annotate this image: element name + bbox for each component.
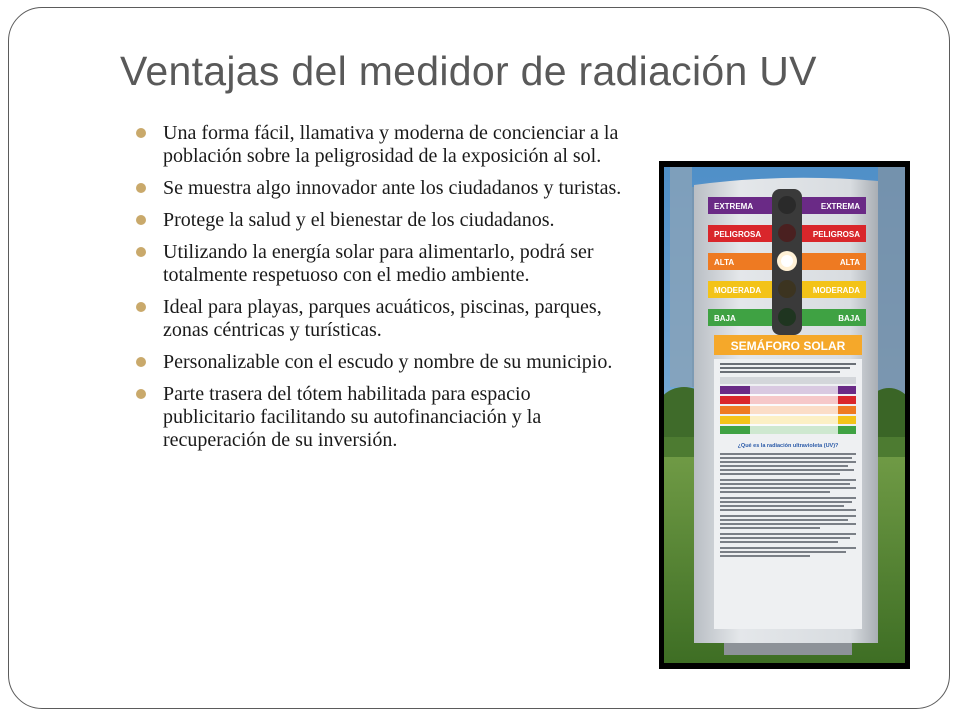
building-right — [878, 167, 905, 397]
uv-totem-illustration — [664, 167, 905, 663]
bullet-item — [134, 122, 624, 168]
bullet-item — [134, 383, 624, 452]
info-text-lines — [720, 363, 856, 373]
level-label-right: MODERADA — [812, 286, 860, 295]
level-label-left: BAJA — [714, 314, 736, 323]
bullet-text: Una forma fácil, llamativa y moderna de concienciar a la población sobre la peligrosidad de la exposición al sol. — [163, 122, 619, 167]
bullet-text: Parte trasera del tótem habilitada para espacio publicitario facilitando su autofinanciación y la recuperación de su inversión. — [163, 383, 542, 451]
bullet-dot-icon — [136, 183, 146, 193]
level-label-right: EXTREMA — [820, 202, 860, 211]
bullet-text: Se muestra algo innovador ante los ciudadanos y turistas. — [163, 177, 622, 199]
uv-totem-photo — [659, 161, 910, 669]
level-label-right: ALTA — [839, 258, 860, 267]
level-label-left: EXTREMA — [714, 202, 754, 211]
level-label-left: ALTA — [714, 258, 735, 267]
traffic-light-icon — [772, 189, 802, 335]
bullet-item — [134, 241, 624, 287]
bullet-text: Ideal para playas, parques acuáticos, piscinas, parques, zonas céntricas y turísticas. — [163, 296, 602, 341]
building-left — [670, 167, 692, 387]
bullet-text: Protege la salud y el bienestar de los ciudadanos. — [163, 209, 555, 231]
bullet-list — [134, 122, 624, 461]
bullet-dot-icon — [136, 215, 146, 225]
bullet-dot-icon — [136, 247, 146, 257]
level-label-right: BAJA — [838, 314, 860, 323]
bullet-item — [134, 209, 624, 232]
bullet-item — [134, 296, 624, 342]
bullet-item — [134, 351, 624, 374]
slide-title: Ventajas del medidor de radiación UV — [120, 48, 817, 94]
bullet-text: Personalizable con el escudo y nombre de su municipio. — [163, 351, 613, 373]
uv-question-heading: ¿Qué es la radiación ultravioleta (UV)? — [737, 443, 839, 449]
bullet-dot-icon — [136, 128, 146, 138]
totem-base — [724, 643, 852, 655]
level-label-right: PELIGROSA — [812, 230, 860, 239]
level-label-left: PELIGROSA — [714, 230, 762, 239]
level-label-left: MODERADA — [714, 286, 762, 295]
bullet-dot-icon — [136, 357, 146, 367]
bullet-text: Utilizando la energía solar para alimentarlo, podrá ser totalmente respetuoso con el medio ambiente. — [163, 241, 594, 286]
bullet-dot-icon — [136, 302, 146, 312]
bullet-dot-icon — [136, 389, 146, 399]
semaforo-solar-title: SEMÁFORO SOLAR — [730, 339, 846, 353]
bullet-item — [134, 177, 624, 200]
